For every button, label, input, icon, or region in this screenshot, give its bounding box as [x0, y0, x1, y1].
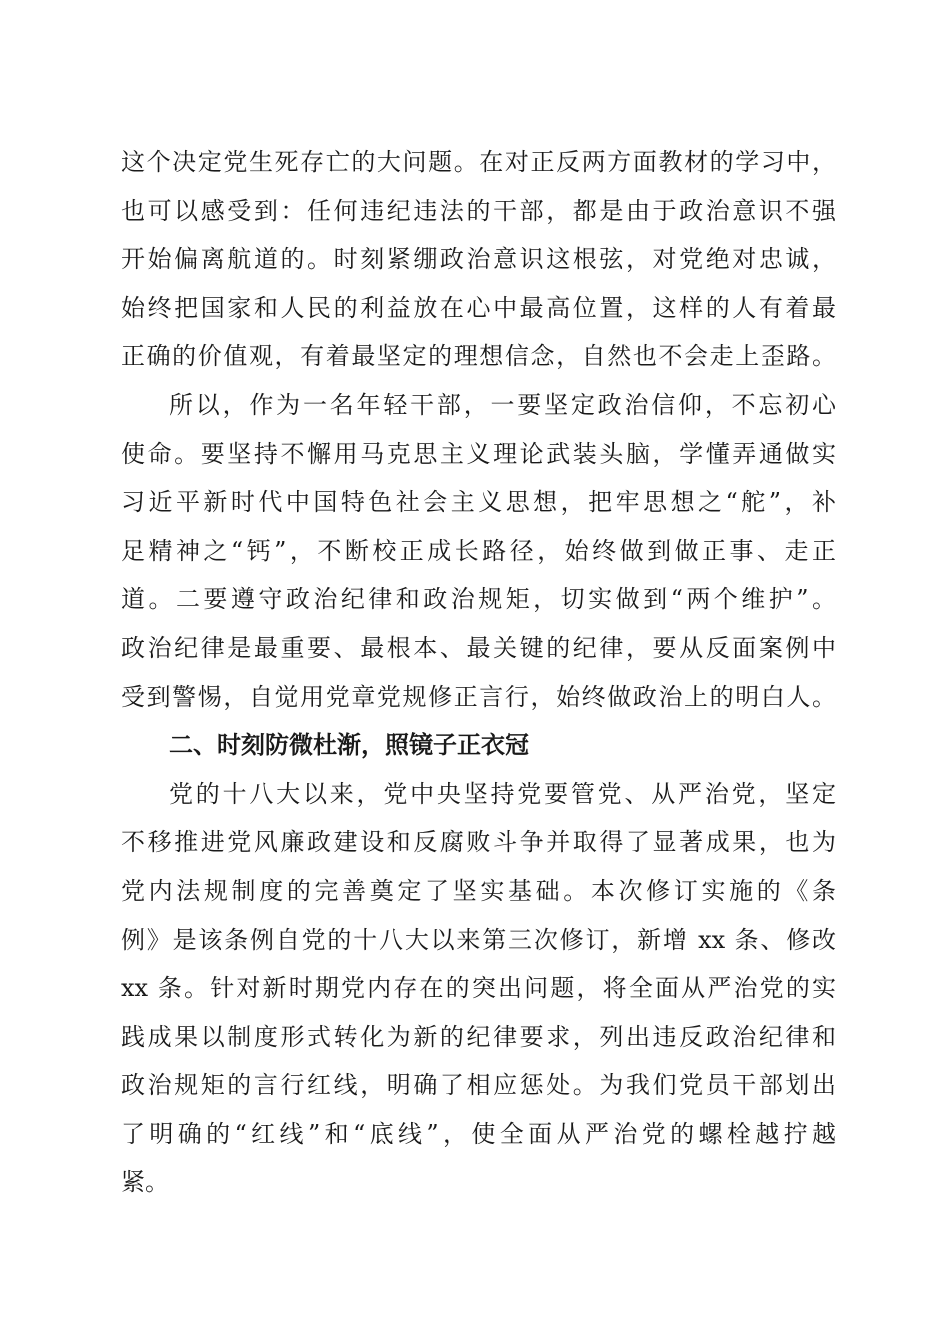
paragraph-line: 政治纪律是最重要、最根本、最关键的纪律，要从反面案例中 — [121, 633, 836, 662]
paragraph-line: 践成果以制度形式转化为新的纪律要求，列出违反政治纪律和 — [121, 1022, 836, 1051]
paragraph-line: 使命。要坚持不懈用马克思主义理论武装头脑，学懂弄通做实 — [121, 439, 836, 468]
section-heading: 二、时刻防微杜渐，照镜子正衣冠 — [169, 731, 529, 760]
paragraph-line: 了明确的“红线”和“底线”，使全面从严治党的螺栓越拧越 — [121, 1119, 836, 1148]
paragraph-line: 受到警惕，自觉用党章党规修正言行，始终做政治上的明白人。 — [121, 682, 836, 711]
paragraph-line-indented: 所以，作为一名年轻干部，一要坚定政治信仰，不忘初心 — [169, 390, 836, 419]
paragraph-line: 道。二要遵守政治纪律和政治规矩，切实做到“两个维护”。 — [121, 585, 836, 614]
paragraph-line: 政治规矩的言行红线，明确了相应惩处。为我们党员干部划出 — [121, 1071, 836, 1100]
paragraph-line-indented: 党的十八大以来，党中央坚持党要管党、从严治党，坚定 — [169, 779, 836, 808]
paragraph-line: 正确的价值观，有着最坚定的理想信念，自然也不会走上歪路。 — [121, 342, 836, 371]
paragraph-line: 也可以感受到：任何违纪违法的干部，都是由于政治意识不强 — [121, 196, 836, 225]
paragraph-line: 足精神之“钙”，不断校正成长路径，始终做到做正事、走正 — [121, 536, 836, 565]
paragraph-line: xx 条。针对新时期党内存在的突出问题，将全面从严治党的实 — [121, 974, 836, 1003]
paragraph-line: 不移推进党风廉政建设和反腐败斗争并取得了显著成果，也为 — [121, 828, 836, 857]
paragraph-line: 党内法规制度的完善奠定了坚实基础。本次修订实施的《条 — [121, 876, 836, 905]
paragraph-line: 习近平新时代中国特色社会主义思想，把牢思想之“舵”，补 — [121, 488, 836, 517]
document-body — [121, 138, 836, 1207]
paragraph-line: 紧。 — [121, 1168, 169, 1197]
paragraph-line: 例》是该条例自党的十八大以来第三次修订，新增 xx 条、修改 — [121, 925, 836, 954]
paragraph-line: 始终把国家和人民的利益放在心中最高位置，这样的人有着最 — [121, 293, 836, 322]
paragraph-line: 开始偏离航道的。时刻紧绷政治意识这根弦，对党绝对忠诚， — [121, 245, 836, 274]
paragraph-line: 这个决定党生死存亡的大问题。在对正反两方面教材的学习中， — [121, 148, 836, 176]
